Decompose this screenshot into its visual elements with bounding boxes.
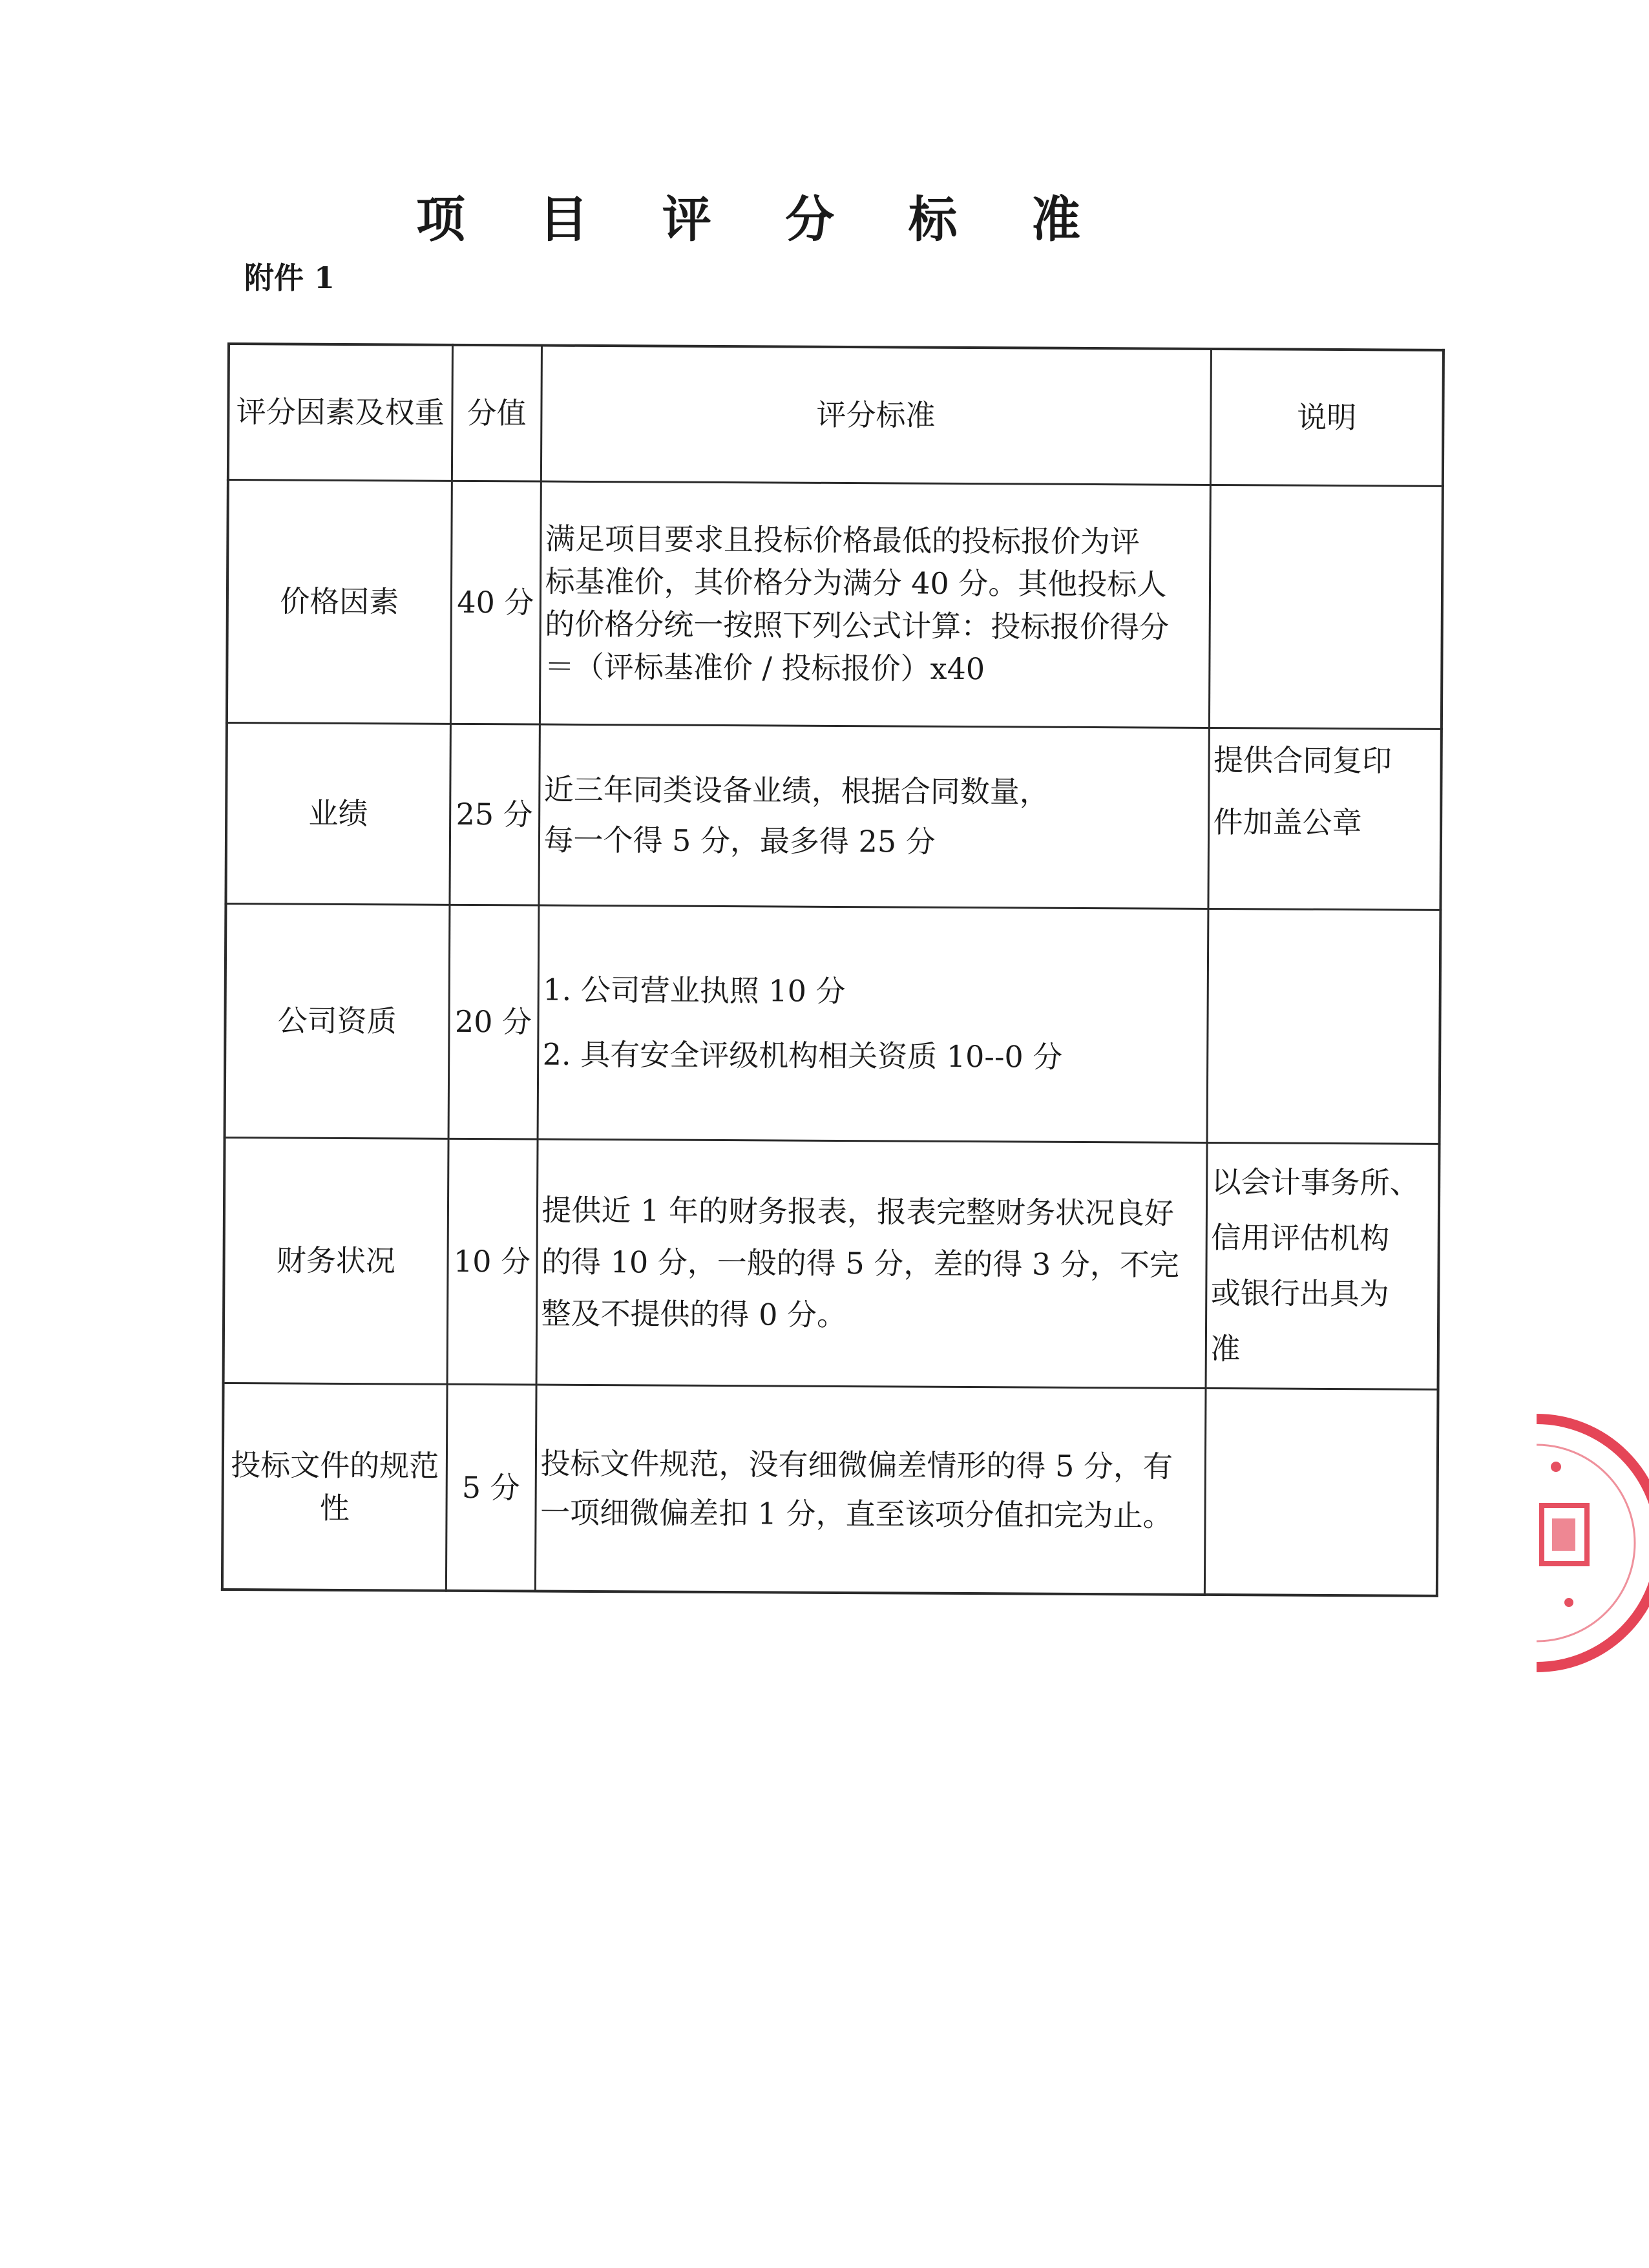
header-factor [228,344,452,481]
table-row-finance [224,1137,1440,1389]
note-line: 件加盖公章 [1213,804,1362,840]
note-line: 准 [1210,1330,1241,1367]
table-row-price [227,479,1443,729]
page-title: 项 目 评 分 标 准 [415,191,1109,248]
row-criteria [535,1385,1206,1595]
table-row-performance [226,722,1441,910]
header-score-label: 分值 [467,395,527,431]
header-factor-label: 评分因素及权重 [236,394,445,431]
row-factor: 财务状况 [224,1137,448,1384]
row-score: 10 分 [447,1139,538,1385]
criteria-line: 的价格分统一按照下列公式计算：投标报价得分 [545,606,1170,645]
row-factor: 公司资质 [225,903,450,1139]
criteria-line: 1. 公司营业执照 10 分 [543,972,846,1009]
row-score: 20 分 [448,905,539,1139]
criteria-line: 近三年同类设备业绩，根据合同数量， [543,772,1050,810]
row-factor: 价格因素 [227,479,452,724]
row-factor: 投标文件的规范性 [222,1383,447,1591]
criteria-line: 整及不提供的得 0 分。 [541,1296,847,1333]
note-line: 以会计事务所、 [1211,1164,1420,1201]
row-criteria [538,724,1208,908]
table-header-row [228,344,1444,486]
row-note [1209,485,1443,729]
red-seal-stamp [1530,1409,1649,1680]
criteria-line: 标基准价，其价格分为满分 40 分。其他投标人 [545,563,1167,602]
criteria-line: 的得 10 分，一般的得 5 分，差的得 3 分，不完 [541,1244,1179,1283]
row-factor: 业绩 [226,722,450,905]
note-line: 提供合同复印 [1213,742,1392,778]
criteria-line: 提供近 1 年的财务报表，报表完整财务状况良好 [541,1192,1175,1231]
row-note [1208,728,1441,910]
note-line: 信用评估机构 [1211,1219,1390,1256]
row-note [1206,1142,1440,1389]
table-row-document-standard [222,1383,1438,1596]
header-criteria-label: 评分标准 [816,397,936,433]
row-note [1204,1388,1438,1596]
row-criteria [538,905,1208,1142]
row-score: 5 分 [446,1384,536,1591]
row-criteria [540,481,1210,728]
seal-dot [1564,1598,1573,1607]
header-score [452,345,541,481]
row-criteria [536,1139,1207,1388]
seal-glyph-mark [1552,1518,1575,1551]
criteria-line: 每一个得 5 分，最多得 25 分 [543,822,936,859]
attachment-label: 附件 1 [244,260,335,295]
criteria-line: 一项细微偏差扣 1 分，直至该项分值扣完为止。 [540,1495,1173,1533]
criteria-line: 满足项目要求且投标价格最低的投标报价为评 [545,521,1140,560]
header-note [1210,349,1444,486]
header-note-label: 说明 [1297,399,1357,436]
row-score: 40 分 [450,481,541,724]
table-row-qualification [225,903,1441,1144]
seal-dot [1551,1462,1561,1472]
note-line: 或银行出具为 [1210,1275,1389,1312]
row-note [1207,908,1441,1144]
row-score: 25 分 [449,724,539,905]
criteria-line: ＝（评标基准价 / 投标报价）x40 [544,649,985,687]
scoring-table [221,342,1445,1597]
criteria-line: 2. 具有安全评级机构相关资质 10--0 分 [542,1036,1063,1075]
header-criteria [541,346,1211,485]
criteria-line: 投标文件规范，没有细微偏差情形的得 5 分，有 [540,1445,1173,1484]
